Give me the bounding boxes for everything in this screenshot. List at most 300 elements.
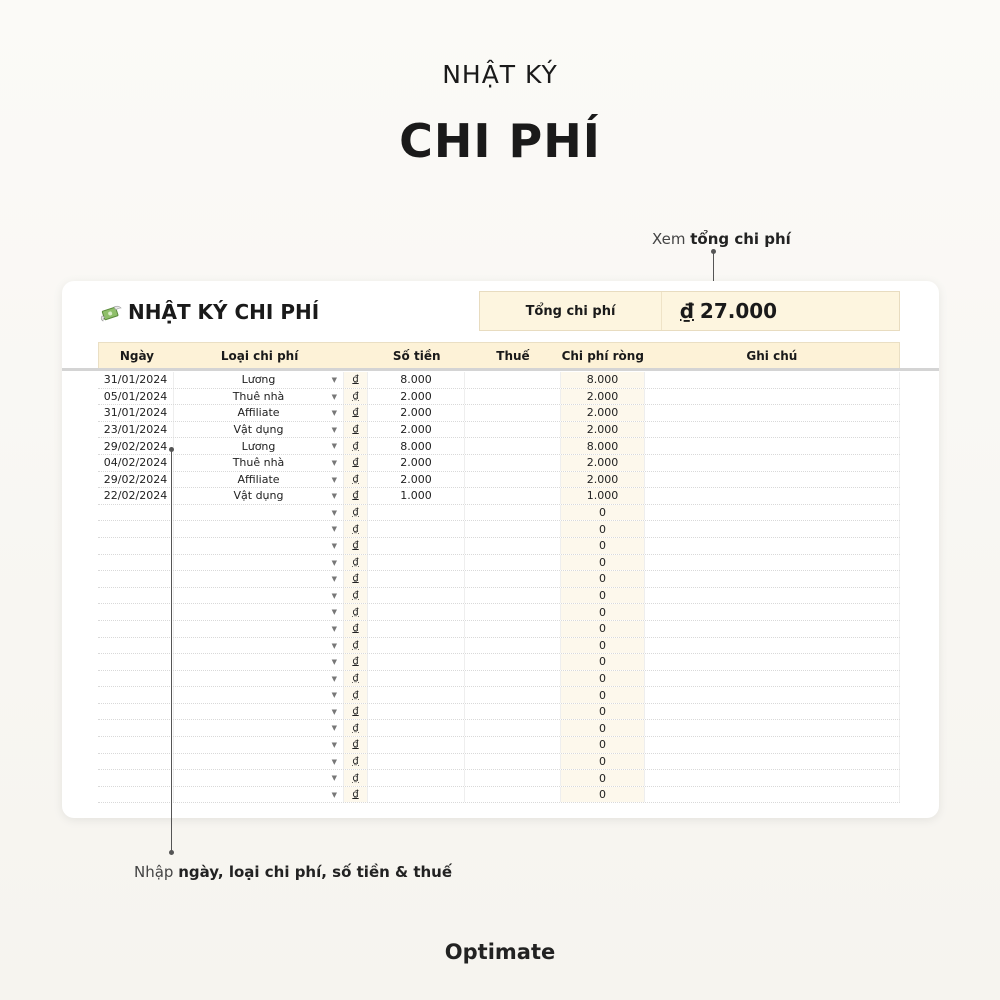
cell-currency (344, 704, 368, 720)
header-big-title: CHI PHÍ (399, 114, 601, 168)
cell-expense-type[interactable] (174, 505, 344, 521)
cell-date[interactable] (98, 687, 174, 703)
dropdown-arrow-icon[interactable]: ▼ (331, 541, 337, 550)
cell-date[interactable] (98, 538, 174, 554)
dropdown-arrow-icon[interactable]: ▼ (331, 790, 337, 799)
currency-symbol: ₫ (352, 523, 359, 535)
table-row (98, 472, 900, 489)
dropdown-arrow-icon[interactable]: ▼ (331, 392, 337, 401)
dropdown-arrow-icon[interactable]: ▼ (331, 558, 337, 567)
cell-date[interactable] (98, 754, 174, 770)
table-row (98, 787, 900, 804)
cell-tax[interactable] (465, 372, 561, 388)
cell-tax[interactable] (465, 720, 561, 736)
cell-currency (344, 604, 368, 620)
cell-tax[interactable] (465, 505, 561, 521)
cell-net-expense: 0 (561, 588, 645, 604)
cell-amount[interactable] (368, 737, 465, 753)
cell-expense-type[interactable] (174, 372, 344, 388)
cell-amount[interactable] (368, 555, 465, 571)
table-header (98, 342, 900, 369)
table-row (98, 638, 900, 655)
currency-symbol: ₫ (352, 540, 359, 552)
cell-currency (344, 372, 368, 388)
cell-currency (344, 389, 368, 405)
cell-note[interactable] (645, 405, 900, 421)
cell-date[interactable] (98, 604, 174, 620)
spreadsheet-card (62, 281, 939, 818)
table-row (98, 422, 900, 439)
dropdown-arrow-icon[interactable]: ▼ (331, 691, 337, 700)
cell-note[interactable] (645, 604, 900, 620)
cell-tax[interactable] (465, 571, 561, 587)
cell-note[interactable] (645, 555, 900, 571)
cell-amount[interactable] (368, 604, 465, 620)
table-row (98, 521, 900, 538)
cell-note[interactable] (645, 538, 900, 554)
cell-amount[interactable] (368, 654, 465, 670)
currency-symbol: ₫ (352, 507, 359, 519)
cell-amount[interactable]: 8.000 (368, 372, 465, 388)
currency-symbol: ₫ (352, 656, 359, 668)
cell-tax[interactable] (465, 638, 561, 654)
cell-date[interactable]: 04/02/2024 (98, 455, 174, 471)
table-row (98, 571, 900, 588)
cell-note[interactable] (645, 720, 900, 736)
table-row (98, 671, 900, 688)
col-header-note: Ghi chú (746, 348, 798, 363)
table-row (98, 389, 900, 406)
cell-note[interactable] (645, 455, 900, 471)
cell-tax[interactable] (465, 787, 561, 803)
table-row (98, 588, 900, 605)
table-row (98, 555, 900, 572)
cell-currency (344, 720, 368, 736)
cell-tax[interactable] (465, 671, 561, 687)
table-row (98, 704, 900, 721)
table-row (98, 488, 900, 505)
dropdown-arrow-icon[interactable]: ▼ (331, 757, 337, 766)
cell-currency (344, 770, 368, 786)
dropdown-arrow-icon[interactable]: ▼ (331, 525, 337, 534)
annotation-total (652, 230, 791, 248)
col-header-net: Chi phí ròng (561, 348, 644, 363)
cell-amount[interactable] (368, 621, 465, 637)
currency-symbol: ₫ (352, 556, 359, 568)
cell-expense-type[interactable] (174, 654, 344, 670)
cell-expense-type-value: Vật dụng (233, 423, 284, 437)
cell-tax[interactable] (465, 588, 561, 604)
annotation-input-line (171, 449, 172, 853)
currency-symbol: ₫ (352, 739, 359, 751)
cell-tax[interactable] (465, 555, 561, 571)
cell-amount[interactable]: 2.000 (368, 455, 465, 471)
cell-net-expense: 1.000 (561, 488, 645, 504)
cell-tax[interactable] (465, 621, 561, 637)
dropdown-arrow-icon[interactable]: ▼ (331, 575, 337, 584)
cell-net-expense: 0 (561, 638, 645, 654)
cell-tax[interactable] (465, 770, 561, 786)
cell-amount[interactable] (368, 671, 465, 687)
cell-date[interactable] (98, 521, 174, 537)
cell-amount[interactable]: 2.000 (368, 422, 465, 438)
table-row (98, 505, 900, 522)
col-header-date: Ngày (119, 348, 154, 363)
currency-symbol: ₫ (352, 490, 359, 502)
cell-currency (344, 405, 368, 421)
dropdown-arrow-icon[interactable]: ▼ (331, 641, 337, 650)
cell-amount[interactable] (368, 538, 465, 554)
currency-symbol: ₫ (352, 722, 359, 734)
cell-currency (344, 654, 368, 670)
cell-note[interactable] (645, 737, 900, 753)
dropdown-arrow-icon[interactable]: ▼ (331, 774, 337, 783)
currency-symbol: ₫ (352, 689, 359, 701)
cell-date[interactable] (98, 737, 174, 753)
cell-expense-type-value: Affiliate (237, 406, 280, 420)
cell-tax[interactable] (465, 687, 561, 703)
cell-net-expense: 0 (561, 538, 645, 554)
currency-symbol: ₫ (352, 623, 359, 635)
cell-expense-type[interactable] (174, 405, 344, 421)
cell-net-expense: 0 (561, 555, 645, 571)
currency-symbol: ₫ (352, 706, 359, 718)
table-row (98, 770, 900, 787)
table-body (98, 372, 900, 803)
cell-amount[interactable]: 1.000 (368, 488, 465, 504)
table-row (98, 372, 900, 389)
cell-currency (344, 505, 368, 521)
cell-amount[interactable]: 2.000 (368, 389, 465, 405)
cell-tax[interactable] (465, 754, 561, 770)
cell-date[interactable]: 31/01/2024 (98, 405, 174, 421)
cell-expense-type[interactable] (174, 438, 344, 454)
cell-amount[interactable] (368, 687, 465, 703)
cell-note[interactable] (645, 687, 900, 703)
cell-date[interactable] (98, 720, 174, 736)
cell-net-expense: 0 (561, 787, 645, 803)
cell-amount[interactable] (368, 571, 465, 587)
table-row (98, 720, 900, 737)
col-header-amount: Số tiền (392, 348, 441, 363)
cell-date[interactable] (98, 787, 174, 803)
cell-expense-type[interactable] (174, 422, 344, 438)
cell-amount[interactable] (368, 704, 465, 720)
cell-expense-type[interactable] (174, 571, 344, 587)
cell-expense-type[interactable] (174, 455, 344, 471)
cell-note[interactable] (645, 472, 900, 488)
total-expense-value (662, 292, 899, 330)
cell-note[interactable] (645, 638, 900, 654)
currency-symbol: ₫ (352, 374, 359, 386)
cell-expense-type[interactable] (174, 538, 344, 554)
dropdown-arrow-icon[interactable]: ▼ (331, 608, 337, 617)
cell-net-expense: 8.000 (561, 438, 645, 454)
cell-net-expense: 0 (561, 737, 645, 753)
cell-expense-type-value: Thuê nhà (232, 389, 285, 403)
cell-net-expense: 2.000 (561, 472, 645, 488)
cell-net-expense: 0 (561, 604, 645, 620)
cell-expense-type-value: Affiliate (237, 472, 280, 486)
cell-net-expense: 2.000 (561, 405, 645, 421)
cell-note[interactable] (645, 438, 900, 454)
dropdown-arrow-icon[interactable]: ▼ (331, 425, 337, 434)
cell-net-expense: 0 (561, 704, 645, 720)
cell-date[interactable] (98, 770, 174, 786)
total-expense-amount: 27.000 (699, 299, 778, 323)
cell-date[interactable]: 22/02/2024 (98, 488, 174, 504)
cell-tax[interactable] (465, 654, 561, 670)
cell-date[interactable] (98, 704, 174, 720)
currency-symbol: ₫ (352, 473, 359, 485)
cell-note[interactable] (645, 422, 900, 438)
cell-date[interactable] (98, 654, 174, 670)
cell-net-expense: 0 (561, 571, 645, 587)
cell-date[interactable]: 05/01/2024 (98, 389, 174, 405)
dropdown-arrow-icon[interactable]: ▼ (331, 458, 337, 467)
total-expense-box (479, 291, 900, 331)
cell-expense-type[interactable] (174, 621, 344, 637)
cell-date[interactable] (98, 588, 174, 604)
cell-expense-type[interactable] (174, 754, 344, 770)
cell-net-expense: 0 (561, 754, 645, 770)
cell-expense-type[interactable] (174, 720, 344, 736)
cell-date[interactable] (98, 571, 174, 587)
annotation-input (134, 863, 452, 881)
cell-currency (344, 754, 368, 770)
cell-note[interactable] (645, 704, 900, 720)
cell-tax[interactable] (465, 521, 561, 537)
cell-expense-type[interactable] (174, 588, 344, 604)
cell-expense-type-value: Thuê nhà (232, 456, 285, 470)
dropdown-arrow-icon[interactable]: ▼ (331, 624, 337, 633)
dropdown-arrow-icon[interactable]: ▼ (331, 508, 337, 517)
cell-note[interactable] (645, 654, 900, 670)
cell-tax[interactable] (465, 389, 561, 405)
cell-amount[interactable] (368, 787, 465, 803)
brand-logo-text: Optimate (444, 940, 556, 964)
cell-net-expense: 2.000 (561, 455, 645, 471)
currency-symbol: ₫ (352, 573, 359, 585)
col-header-tax: Thuế (496, 348, 530, 363)
cell-note[interactable] (645, 521, 900, 537)
cell-currency (344, 538, 368, 554)
cell-date[interactable]: 29/02/2024 (98, 472, 174, 488)
dropdown-arrow-icon[interactable]: ▼ (331, 658, 337, 667)
currency-symbol: ₫ (352, 606, 359, 618)
cell-date[interactable]: 23/01/2024 (98, 422, 174, 438)
cell-expense-type[interactable] (174, 704, 344, 720)
dropdown-arrow-icon[interactable]: ▼ (331, 674, 337, 683)
table-row (98, 538, 900, 555)
annotation-input-prefix: Nhập (134, 863, 179, 881)
table-row (98, 654, 900, 671)
dropdown-arrow-icon[interactable]: ▼ (331, 409, 337, 418)
total-expense-label: Tổng chi phí (480, 292, 662, 330)
cell-tax[interactable] (465, 704, 561, 720)
cell-expense-type[interactable] (174, 638, 344, 654)
currency-symbol: ₫ (352, 390, 359, 402)
cell-tax[interactable] (465, 737, 561, 753)
cell-net-expense: 0 (561, 720, 645, 736)
table-row (98, 621, 900, 638)
cell-tax[interactable] (465, 422, 561, 438)
cell-tax[interactable] (465, 455, 561, 471)
cell-currency (344, 555, 368, 571)
cell-amount[interactable] (368, 720, 465, 736)
cell-tax[interactable] (465, 438, 561, 454)
cell-currency (344, 472, 368, 488)
cell-currency (344, 737, 368, 753)
cell-net-expense: 2.000 (561, 422, 645, 438)
currency-symbol: ₫ (352, 672, 359, 684)
cell-tax[interactable] (465, 405, 561, 421)
cell-date[interactable]: 29/02/2024 (98, 438, 174, 454)
currency-symbol: ₫ (352, 424, 359, 436)
cell-currency (344, 438, 368, 454)
cell-expense-type[interactable] (174, 770, 344, 786)
table-row (98, 754, 900, 771)
annotation-input-dot-bottom (169, 850, 174, 855)
dropdown-arrow-icon[interactable]: ▼ (331, 591, 337, 600)
cell-amount[interactable]: 2.000 (368, 472, 465, 488)
money-with-wings-icon (100, 303, 122, 321)
table-row (98, 438, 900, 455)
currency-symbol: ₫ (352, 407, 359, 419)
cell-currency (344, 571, 368, 587)
cell-tax[interactable] (465, 472, 561, 488)
cell-net-expense: 0 (561, 671, 645, 687)
cell-tax[interactable] (465, 488, 561, 504)
dropdown-arrow-icon[interactable]: ▼ (331, 475, 337, 484)
dropdown-arrow-icon[interactable]: ▼ (331, 492, 337, 501)
cell-note[interactable] (645, 488, 900, 504)
cell-expense-type[interactable] (174, 687, 344, 703)
currency-symbol: ₫ (352, 639, 359, 651)
cell-net-expense: 0 (561, 505, 645, 521)
cell-date[interactable]: 31/01/2024 (98, 372, 174, 388)
cell-currency (344, 455, 368, 471)
cell-expense-type[interactable] (174, 604, 344, 620)
cell-note[interactable] (645, 588, 900, 604)
total-currency-symbol: ₫ (680, 299, 694, 323)
cell-net-expense: 8.000 (561, 372, 645, 388)
cell-net-expense: 0 (561, 687, 645, 703)
cell-expense-type-value: Vật dụng (233, 489, 284, 503)
annotation-input-dot (169, 447, 174, 452)
table-row (98, 604, 900, 621)
cell-note[interactable] (645, 770, 900, 786)
cell-net-expense: 2.000 (561, 389, 645, 405)
cell-date[interactable] (98, 505, 174, 521)
cell-amount[interactable] (368, 770, 465, 786)
cell-expense-type[interactable] (174, 737, 344, 753)
col-header-currency (344, 343, 368, 368)
table-row (98, 405, 900, 422)
cell-note[interactable] (645, 571, 900, 587)
cell-note[interactable] (645, 372, 900, 388)
cell-currency (344, 422, 368, 438)
cell-currency (344, 621, 368, 637)
cell-expense-type[interactable] (174, 389, 344, 405)
cell-note[interactable] (645, 389, 900, 405)
sheet-title-text: NHẬT KÝ CHI PHÍ (128, 300, 320, 324)
cell-currency (344, 588, 368, 604)
cell-currency (344, 638, 368, 654)
cell-net-expense: 0 (561, 521, 645, 537)
cell-expense-type[interactable] (174, 671, 344, 687)
cell-expense-type[interactable] (174, 787, 344, 803)
table-row (98, 737, 900, 754)
cell-net-expense: 0 (561, 654, 645, 670)
cell-net-expense: 0 (561, 770, 645, 786)
cell-amount[interactable] (368, 505, 465, 521)
cell-currency (344, 488, 368, 504)
cell-note[interactable] (645, 787, 900, 803)
table-row (98, 455, 900, 472)
currency-symbol: ₫ (352, 440, 359, 452)
cell-tax[interactable] (465, 538, 561, 554)
annotation-total-dot (711, 249, 716, 254)
cell-note[interactable] (645, 621, 900, 637)
annotation-total-bold: tổng chi phí (690, 230, 791, 248)
currency-symbol: ₫ (352, 590, 359, 602)
dropdown-arrow-icon[interactable]: ▼ (331, 376, 337, 384)
cell-currency (344, 671, 368, 687)
col-header-type: Loại chi phí (220, 348, 299, 363)
cell-date[interactable] (98, 555, 174, 571)
cell-date[interactable] (98, 671, 174, 687)
cell-note[interactable] (645, 505, 900, 521)
cell-note[interactable] (645, 671, 900, 687)
cell-date[interactable] (98, 638, 174, 654)
cell-amount[interactable]: 8.000 (368, 438, 465, 454)
dropdown-arrow-icon[interactable]: ▼ (331, 724, 337, 733)
currency-symbol: ₫ (352, 772, 359, 784)
cell-expense-type[interactable] (174, 472, 344, 488)
header-small-title: NHẬT KÝ (442, 60, 558, 89)
currency-symbol: ₫ (352, 755, 359, 767)
dropdown-arrow-icon[interactable]: ▼ (331, 741, 337, 750)
cell-amount[interactable] (368, 588, 465, 604)
annotation-input-bold: ngày, loại chi phí, số tiền & thuế (178, 863, 453, 881)
cell-amount[interactable] (368, 521, 465, 537)
cell-amount[interactable]: 2.000 (368, 405, 465, 421)
cell-date[interactable] (98, 621, 174, 637)
cell-amount[interactable] (368, 638, 465, 654)
cell-expense-type[interactable] (174, 488, 344, 504)
cell-currency (344, 787, 368, 803)
sheet-title (100, 300, 319, 324)
header-divider (62, 368, 939, 371)
currency-symbol: ₫ (352, 789, 359, 801)
cell-expense-type[interactable] (174, 521, 344, 537)
table-row (98, 687, 900, 704)
cell-tax[interactable] (465, 604, 561, 620)
cell-expense-type[interactable] (174, 555, 344, 571)
cell-expense-type-value: Lương (241, 439, 276, 453)
cell-currency (344, 521, 368, 537)
currency-symbol: ₫ (352, 457, 359, 469)
cell-note[interactable] (645, 754, 900, 770)
annotation-total-prefix: Xem (652, 230, 691, 248)
cell-net-expense: 0 (561, 621, 645, 637)
cell-currency (344, 687, 368, 703)
dropdown-arrow-icon[interactable]: ▼ (331, 442, 337, 451)
dropdown-arrow-icon[interactable]: ▼ (331, 707, 337, 716)
cell-amount[interactable] (368, 754, 465, 770)
cell-expense-type-value: Lương (241, 373, 276, 387)
